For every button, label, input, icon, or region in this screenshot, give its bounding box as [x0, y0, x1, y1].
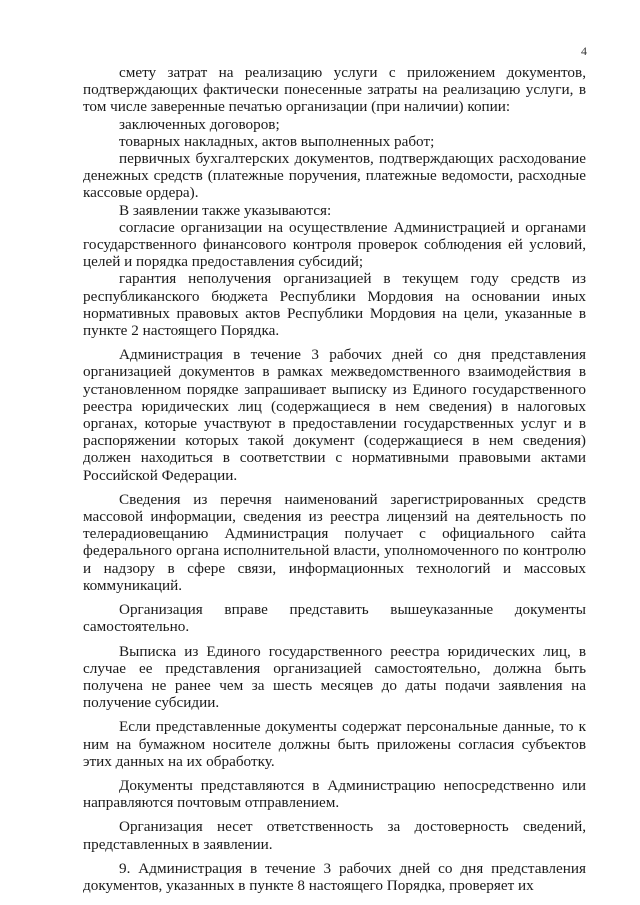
paragraph-cost-estimate: смету затрат на реализацию услуги с приложением документов, подтверждающих фактически понесенные затраты на реализацию услуги, в том числе заверенные печатью организации (при наличии) копии:	[83, 64, 586, 116]
document-body	[83, 64, 586, 894]
paragraph-accounting-docs: первичных бухгалтерских документов, подтверждающих расходование денежных средств (платежные поручения, платежные ведомости, расходные кассовые ордера).	[83, 150, 586, 202]
paragraph-invoices: товарных накладных, актов выполненных работ;	[119, 132, 435, 150]
paragraph-registry-extract: Выписка из Единого государственного реестра юридических лиц, в случае ее представления организацией самостоятельно, должна быть получена не ранее чем за шесть месяцев до даты подачи заявления на получение субсидии.	[83, 642, 586, 712]
paragraph-responsibility: Организация несет ответственность за достоверность сведений, представленных в заявлении.	[83, 818, 586, 853]
page-number: 4	[581, 44, 587, 58]
paragraph-organization-right: Организация вправе представить вышеуказанные документы самостоятельно.	[83, 601, 586, 636]
paragraph-administration-request: Администрация в течение 3 рабочих дней со дня представления организацией документов в рамках межведомственного взаимодействия в установленном порядке запрашивает выписку из Единого государственного реестра юридических лиц (содержащиеся в нем сведения) в налоговых органах, которые участвуют в предоставлении государственных услуг и в распоряжении которых такой документ (содержащиеся в нем сведения) должен находиться в соответствии с нормативными правовыми актами Российской Федерации.	[83, 346, 586, 484]
paragraph-media-registry: Сведения из перечня наименований зарегистрированных средств массовой информации, сведения из реестра лицензий на деятельность по телерадиовещанию Администрация получает с официального сайта федерального органа исполнительной власти, уполномоченного по контролю и надзору в сфере связи, информационных технологий и массовых коммуникаций.	[83, 490, 586, 594]
paragraph-application-also: В заявлении также указываются:	[119, 201, 332, 219]
paragraph-consent: согласие организации на осуществление Администрацией и органами государственного финансового контроля проверок соблюдения ей условий, целей и порядка предоставления субсидий;	[83, 218, 586, 271]
paragraph-personal-data: Если представленные документы содержат персональные данные, то к ним на бумажном носителе должны быть приложены согласия субъектов этих данных на их обработку.	[83, 718, 586, 770]
paragraph-guarantee: гарантия неполучения организацией в текущем году средств из республиканского бюджета Республики Мордовия на основании иных нормативных правовых актов Республики Мордовия на цели, указанные в пункте 2 настоящего Порядка.	[83, 270, 586, 340]
paragraph-contracts: заключенных договоров;	[119, 115, 280, 133]
paragraph-submission: Документы представляются в Администрацию непосредственно или направляются почтовым отправлением.	[83, 776, 586, 812]
paragraph-item-9: 9. Администрация в течение 3 рабочих дней со дня представления документов, указанных в пункте 8 настоящего Порядка, проверяет их	[83, 859, 586, 894]
